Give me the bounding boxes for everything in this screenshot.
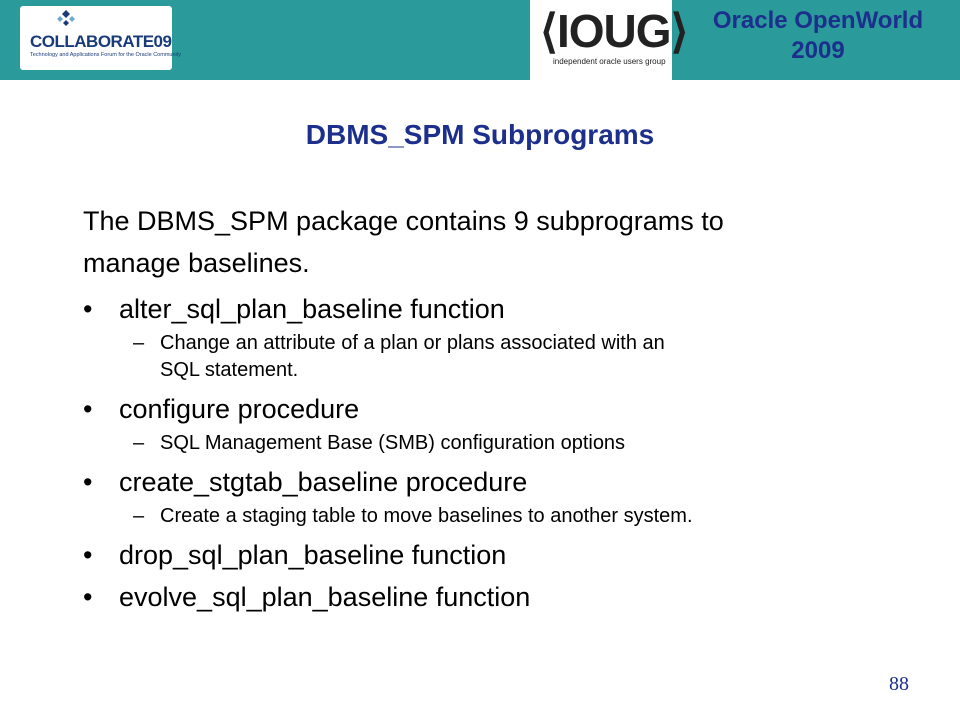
bullet-icon: •	[83, 394, 93, 424]
sub-bullet-line: Change an attribute of a plan or plans associated with an	[160, 332, 665, 354]
header-banner	[0, 0, 960, 80]
ioug-logo	[530, 0, 688, 80]
conference-name: Oracle OpenWorld	[712, 7, 924, 34]
conference-year: 2009	[791, 37, 845, 64]
bullet-label: create_stgtab_baseline procedure	[119, 467, 528, 497]
intro-text	[83, 200, 923, 284]
bullet-label: evolve_sql_plan_baseline function	[119, 582, 531, 612]
dash-icon: –	[133, 332, 145, 354]
ioug-name: IOUG	[556, 5, 671, 57]
intro-line-2: manage baselines.	[83, 248, 310, 278]
bullet-item	[83, 580, 923, 614]
bullet-icon: •	[83, 294, 93, 324]
collaborate-wordmark: COLLABORATE09	[30, 32, 172, 51]
page-number: 88	[889, 673, 909, 695]
collaborate-logo	[20, 6, 182, 70]
bullet-label: configure procedure	[119, 394, 360, 424]
sub-bullet-item	[83, 330, 923, 384]
sub-bullet-item	[83, 430, 923, 457]
dash-icon: –	[133, 432, 145, 454]
sub-bullet-line: SQL statement.	[160, 359, 299, 381]
slide-body	[83, 200, 923, 614]
bullet-icon: •	[83, 582, 93, 612]
bullet-item	[83, 292, 923, 326]
bullet-label: drop_sql_plan_baseline function	[119, 540, 507, 570]
bullet-label: alter_sql_plan_baseline function	[119, 294, 505, 324]
intro-line-1: The DBMS_SPM package contains 9 subprograms to	[83, 206, 724, 236]
ioug-tagline: independent oracle users group	[553, 57, 666, 66]
sub-bullet-line: SQL Management Base (SMB) configuration options	[160, 432, 626, 454]
diamond-cluster-icon	[48, 10, 84, 28]
slide-title: DBMS_SPM Subprograms	[305, 119, 655, 150]
sub-bullet-line: Create a staging table to move baselines to another system.	[160, 505, 693, 527]
bullet-icon: •	[83, 540, 93, 570]
collaborate-tagline: Technology and Applications Forum for the Oracle Community	[30, 52, 182, 58]
bullet-icon: •	[83, 467, 93, 497]
dash-icon: –	[133, 505, 145, 527]
bullet-item	[83, 392, 923, 426]
conference-label	[676, 6, 960, 66]
sub-bullet-item	[83, 503, 923, 530]
ioug-wordmark: ⟨IOUG⟩	[540, 5, 688, 57]
bullet-item	[83, 538, 923, 572]
bullet-item	[83, 465, 923, 499]
